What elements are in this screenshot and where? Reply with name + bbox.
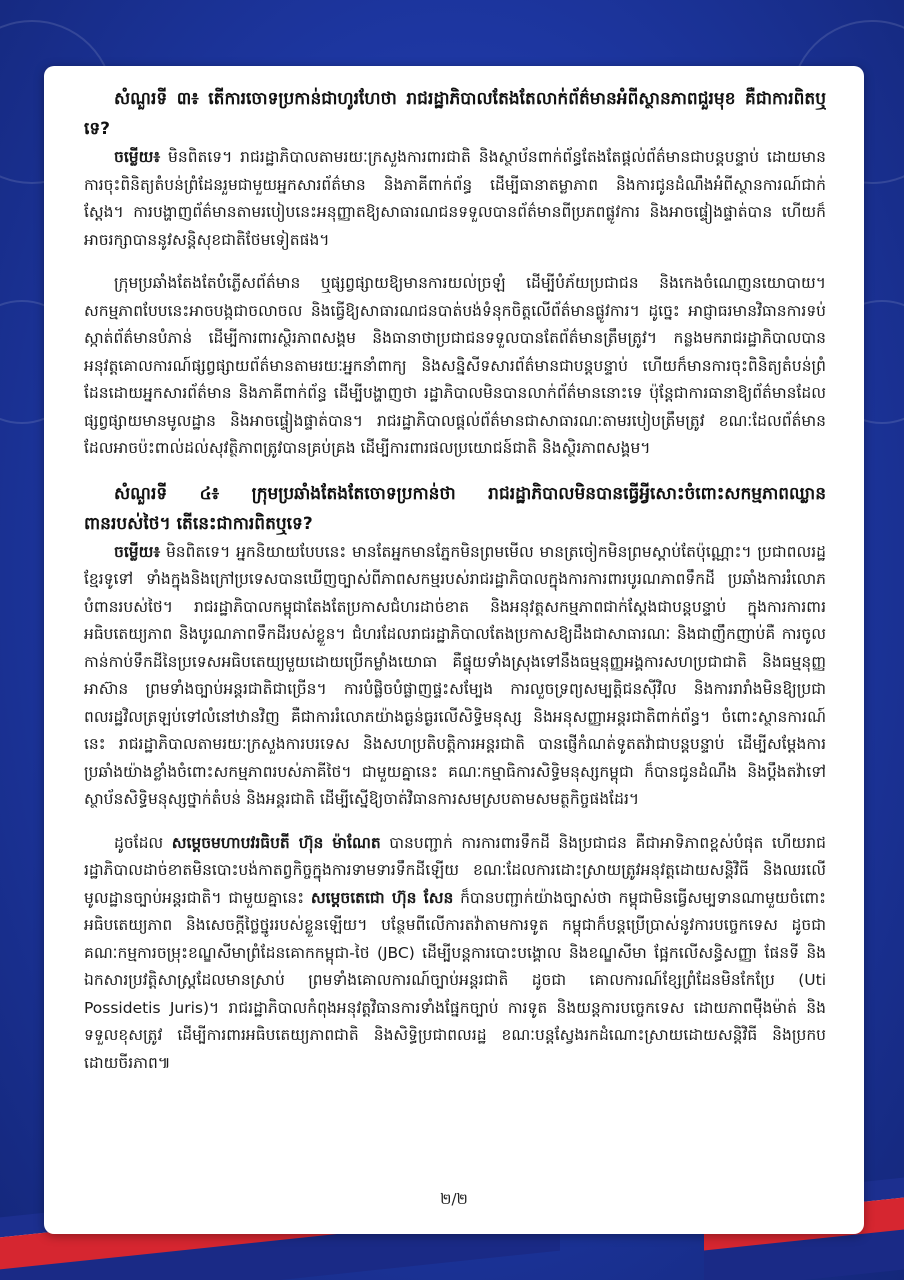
answer-text: មិនពិតទេ។ រាជរដ្ឋាភិបាលតាមរយៈក្រសួងការពារជាតិ និងស្ថាប័នពាក់ព័ន្ធតែងតែផ្តល់ព័ត៌មានជាបន្តបន្ទាប់ ដោយមានការចុះពិនិត្យតំបន់ព្រំដែនរួមជាមួយអ្នកសារព័ត៌មាន និងភាគីពាក់ព័ន្ធ ដើម្បីធានាតម្លាភាព និងការជូនដំណឹងអំពីស្ថានការណ៍ជាក់ស្តែង។ ការបង្ហាញព័ត៌មានតាមរបៀបនេះអនុញ្ញាតឱ្យសាធារណជនទទួលបានព័ត៌មានពីប្រភពផ្លូវការ និងអាចផ្ទៀងផ្ទាត់បាន ហើយក៏អាចរក្សាបាននូវសន្តិសុខជាតិថែមទៀតផង។ [84,148,826,249]
document-body [84,84,826,1077]
answer-3-paragraph-1 [84,144,826,254]
paragraph-text: បានបញ្ជាក់ ការការពារទឹកដី និងប្រជាជន គឺជាអាទិភាពខ្ពស់បំផុត ហើយរាជរដ្ឋាភិបាលដាច់ខាតមិនបោះបង់កាតព្វកិច្ចក្នុងការទាមទារទឹកដីឡើយ ខណៈដែលការដោះស្រាយត្រូវអនុវត្តដោយសន្តិវិធី និងឈរលើមូលដ្ឋានច្បាប់អន្តរជាតិ។ ជាមួយគ្នានេះ [84,833,826,907]
paragraph-text: ដូចដែល [114,833,164,852]
leader-name: សម្តេចមហាបវរធិបតី ហ៊ុន ម៉ាណែត [171,833,381,852]
question-3-heading: សំណួរទី ៣៖ តើការចោទប្រកាន់ជាហូរហែថា រាជរដ្ឋាភិបាលតែងតែលាក់ព័ត៌មានអំពីស្ថានភាពជួរមុខ គឺជាការពិតឬទេ? [84,89,826,139]
leader-name: សម្តេចតេជោ ហ៊ុន សែន [310,888,454,907]
page-number: ២/២ [440,1190,468,1208]
answer-label: ចម្លើយ៖ [114,542,161,561]
answer-3-paragraph-2: ក្រុមប្រឆាំងតែងតែបំភ្លើសព័ត៌មាន ឬផ្សព្វផ្សាយឱ្យមានការយល់ច្រឡំ ដើម្បីបំភ័យប្រជាជន និងកេងចំណេញនយោបាយ។ សកម្មភាពបែបនេះអាចបង្កជាចលាចល និងធ្វើឱ្យសាធារណជនបាត់បង់ទំនុកចិត្តលើព័ត៌មានផ្លូវការ។ ដូច្នេះ អាជ្ញាធរមានវិធានការទប់ស្កាត់ព័ត៌មានបំភាន់ ដើម្បីការពារស្ថិរភាពសង្គម និងធានាថាប្រជាជនទទួលបានតែព័ត៌មានត្រឹមត្រូវ។ កន្លងមករាជរដ្ឋាភិបាលបានអនុវត្តគោលការណ៍ផ្សព្វផ្សាយព័ត៌មានតាមរយៈអ្នកនាំពាក្យ និងសន្និសីទសារព័ត៌មានជាបន្តបន្ទាប់ ហើយក៏មានការចុះពិនិត្យតំបន់ព្រំដែនដោយអ្នកសារព័ត៌មាន និងភាគីពាក់ព័ន្ធ ដើម្បីបង្ហាញថា រដ្ឋាភិបាលមិនបានលាក់ព័ត៌មាននោះទេ ប៉ុន្តែជាការធានាឱ្យព័ត៌មានដែលផ្សព្វផ្សាយមានមូលដ្ឋាន និងអាចផ្ទៀងផ្ទាត់បាន។ រាជរដ្ឋាភិបាលផ្តល់ព័ត៌មានជាសាធារណៈតាមរបៀបត្រឹមត្រូវ ខណៈដែលព័ត៌មានដែលអាចប៉ះពាល់ដល់សុវត្ថិភាពត្រូវបានគ្រប់គ្រង ដើម្បីការពារផលប្រយោជន៍ជាតិ និងស្ថិរភាពសង្គម។ [84,274,826,457]
answer-text: មិនពិតទេ។ អ្នកនិយាយបែបនេះ មានតែអ្នកមានភ្នែកមិនព្រមមើល មានត្រចៀកមិនព្រមស្តាប់តែប៉ុណ្ណោះ។ ប្រជាពលរដ្ឋខ្មែរទូទៅ ទាំងក្នុងនិងក្រៅប្រទេសបានឃើញច្បាស់ពីភាពសកម្មរបស់រាជរដ្ឋាភិបាលក្នុងការការពារបូរណភាពទឹកដី ប្រឆាំងការរំលោភបំពានរបស់ថៃ។ រាជរដ្ឋាភិបាលកម្ពុជាតែងតែប្រកាសជំហរដាច់ខាត និងអនុវត្តសកម្មភាពជាក់ស្តែងជាបន្តបន្ទាប់ ក្នុងការការពារអធិបតេយ្យភាព និងបូរណភាពទឹកដីរបស់ខ្លួន។ ជំហរដែលរាជរដ្ឋាភិបាលតែងប្រកាសឱ្យដឹងជាសាធារណៈ និងជាញឹកញាប់គឺ ការចូលកាន់កាប់ទឹកដីនៃប្រទេសអធិបតេយ្យមួយដោយប្រើកម្លាំងយោធា គឺផ្ទុយទាំងស្រុងទៅនឹងធម្មនុញ្ញអង្គការសហប្រជាជាតិ និងធម្មនុញ្ញអាស៊ាន ព្រមទាំងច្បាប់អន្តរជាតិជាច្រើន។ ការបំផ្លិចបំផ្លាញផ្ទះសម្បែង ការលួចទ្រព្យសម្បត្តិជនស៊ីវិល និងការរារាំងមិនឱ្យប្រជាពលរដ្ឋវិលត្រឡប់ទៅលំនៅឋានវិញ គឺជាការរំលោភយ៉ាងធ្ងន់ធ្ងរលើសិទ្ធិមនុស្ស និងអនុសញ្ញាអន្តរជាតិពាក់ព័ន្ធ។ ចំពោះស្ថានការណ៍នេះ រាជរដ្ឋាភិបាលតាមរយៈក្រសួងការបរទេស និងសហប្រតិបត្តិការអន្តរជាតិ បានផ្ញើកំណត់ទូតតវ៉ាជាបន្តបន្ទាប់ ដើម្បីសម្តែងការប្រឆាំងយ៉ាងខ្លាំងចំពោះសកម្មភាពរបស់ភាគីថៃ។ ជាមួយគ្នានេះ គណៈកម្មាធិការសិទ្ធិមនុស្សកម្ពុជា ក៏បានជូនដំណឹង និងប្តឹងតវ៉ាទៅស្ថាប័នសិទ្ធិមនុស្សថ្នាក់តំបន់ និងអន្តរជាតិ ដើម្បីស្នើឱ្យចាត់វិធានការសមស្របតាមសមត្ថកិច្ចផងដែរ។ [84,542,826,808]
question-4-heading: សំណួរទី ៤៖ ក្រុមប្រឆាំងតែងតែចោទប្រកាន់ថា រាជរដ្ឋាភិបាលមិនបានធ្វើអ្វីសោះចំពោះសកម្មភាពឈ្លានពានរបស់ថៃ។ តើនេះជាការពិតឬទេ? [84,483,826,534]
answer-label: ចម្លើយ៖ [114,148,161,166]
answer-4-paragraph-2 [84,830,826,1078]
paragraph-text: ក៏បានបញ្ជាក់យ៉ាងច្បាស់ថា កម្ពុជាមិនធ្វើសម្បទានណាមួយចំពោះអធិបតេយ្យភាព និងសេចក្តីថ្លៃថ្នូររបស់ខ្លួនឡើយ។ បន្ថែមពីលើការតវ៉ាតាមការទូត កម្ពុជាក៏បន្តប្រើប្រាស់នូវការបច្ចេកទេស ដូចជា គណៈកម្មការចម្រុះខណ្ឌសីមាព្រំដែនគោកកម្ពុជា-ថៃ (JBC) ដើម្បីបន្តការបោះបង្គោល និងខណ្ឌសីមា ផ្អែកលើសន្ធិសញ្ញា ផែនទី និងឯកសារប្រវត្តិសាស្ត្រដែលមានស្រាប់ ព្រមទាំងគោលការណ៍ច្បាប់អន្តរជាតិ ដូចជា គោលការណ៍ខ្សែព្រំដែនមិនកែប្រែ (Uti Possidetis Juris)។ រាជរដ្ឋាភិបាលកំពុងអនុវត្តវិធានការទាំងផ្នែកច្បាប់ ការទូត និងយន្តការបច្ចេកទេស ដោយភាពម៉ឺងម៉ាត់ និងទទួលខុសត្រូវ ដើម្បីការពារអធិបតេយ្យភាពជាតិ និងសិទ្ធិប្រជាពលរដ្ឋ ខណៈបន្តស្វែងរកដំណោះស្រាយដោយសន្តិវិធី និងប្រកបដោយចីរភាព៕ [84,888,826,1072]
answer-4-paragraph-1 [84,539,826,814]
document-page [44,66,864,1234]
